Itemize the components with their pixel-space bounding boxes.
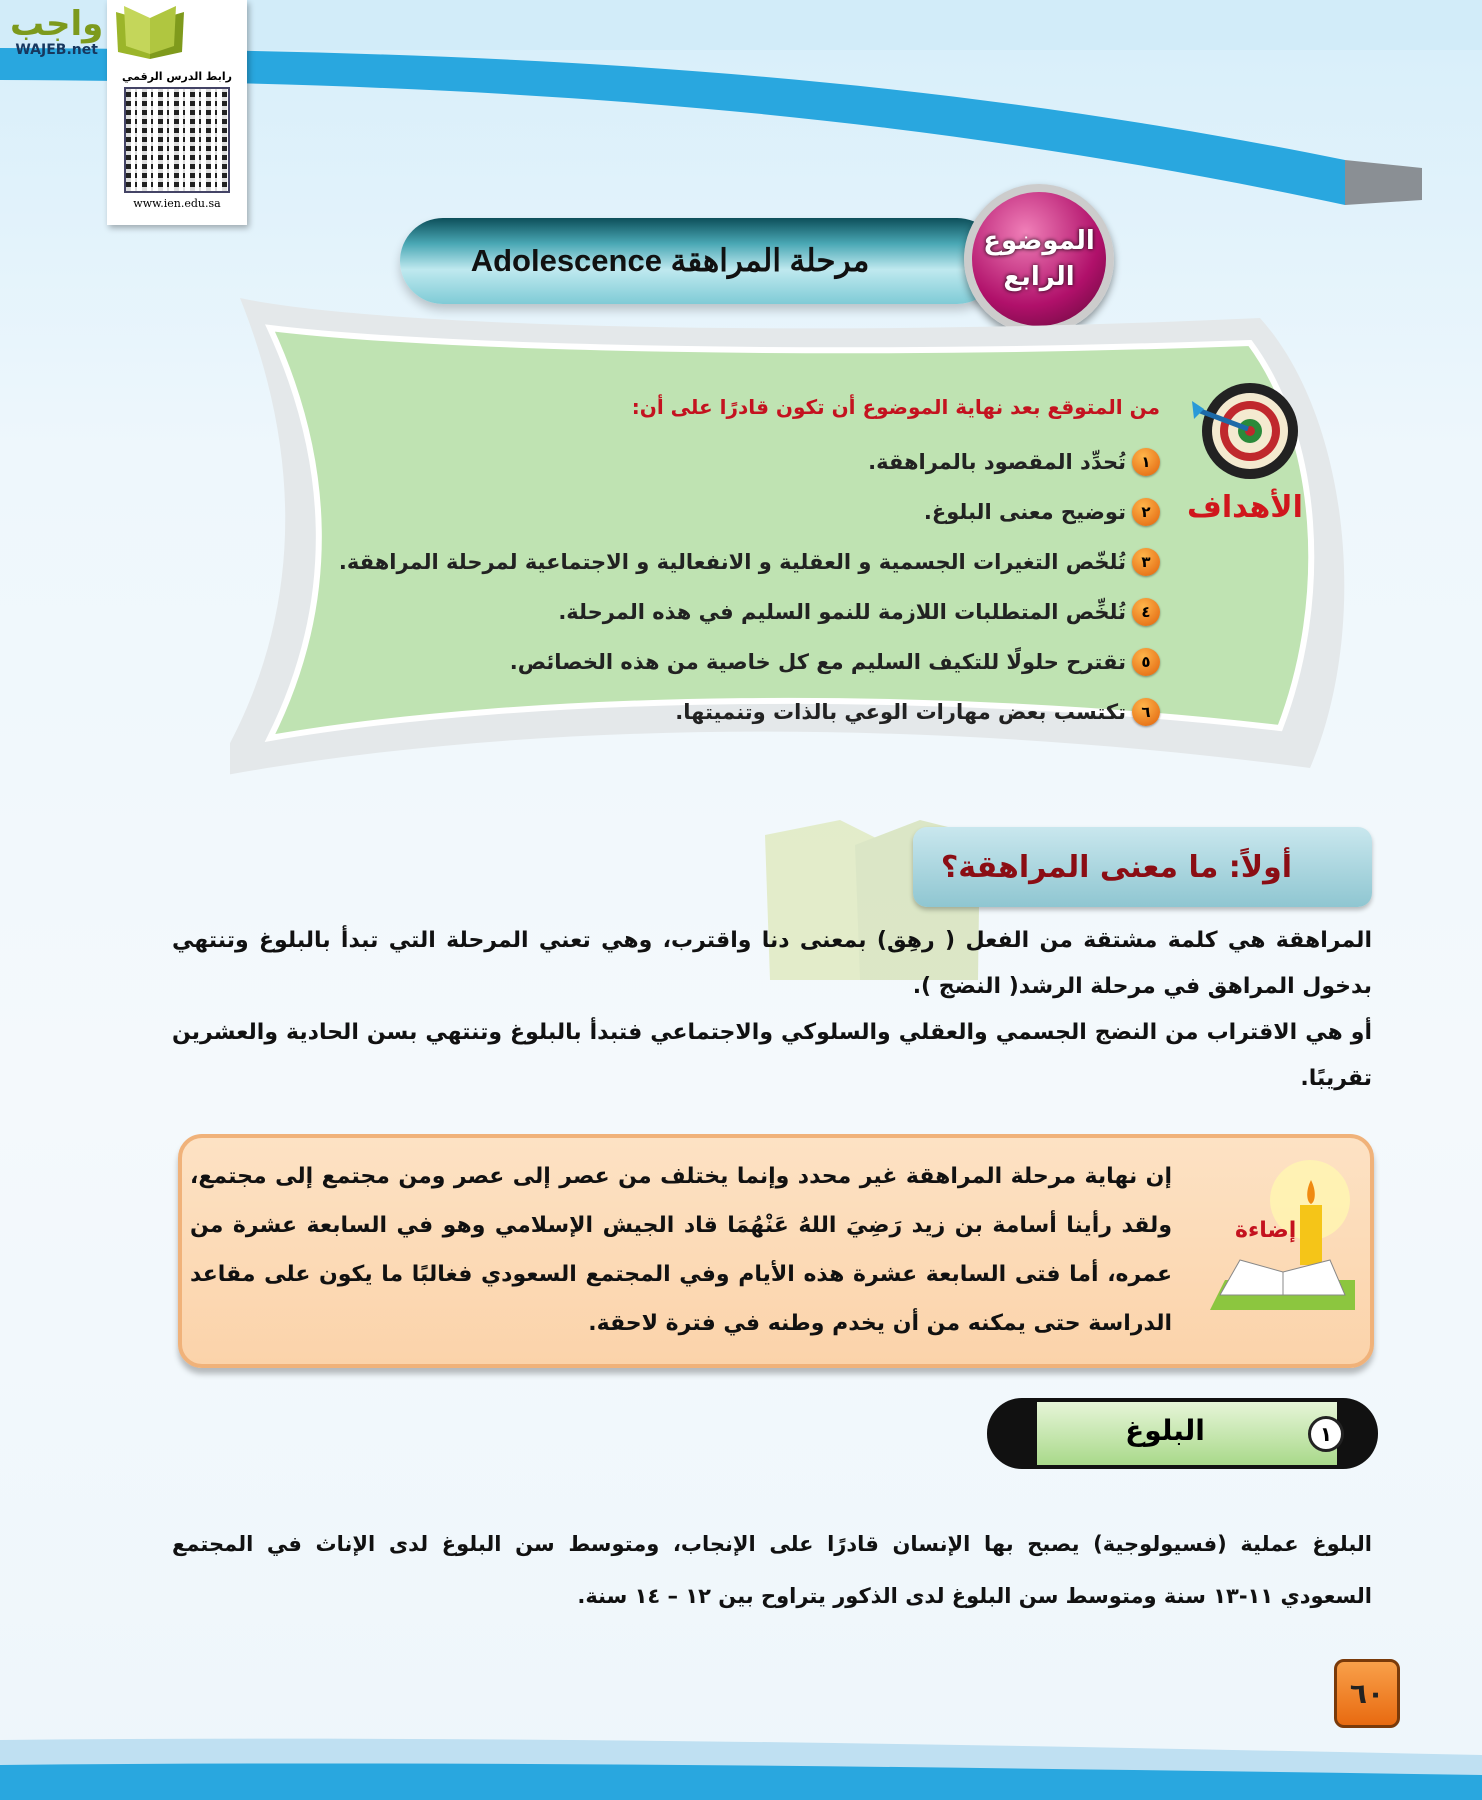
goal-number: ٣ [1132,548,1160,576]
qr-label: رابط الدرس الرقمي [122,70,232,83]
goal-item [300,687,1160,737]
logo-arabic: واجب [10,4,104,44]
goal-text: تُلخّص التغيرات الجسمية و العقلية و الانفعالية و الاجتماعية لمرحلة المراهقة. [338,550,1126,574]
highlight-label: إضاءة [1235,1218,1297,1243]
goal-item [300,437,1160,487]
subsection-title: البلوغ [1125,1414,1205,1447]
goal-item [300,537,1160,587]
goals-intro: من المتوقع بعد نهاية الموضوع أن تكون قادرًا على أن: [631,395,1160,419]
definition-paragraph-2: أو هي الاقتراب من النضج الجسمي والعقلي والسلوكي والاجتماعي فتبدأ بالبلوغ وتنتهي بسن الحادية والعشرين تقريبًا. [172,1020,1372,1091]
intro-text [172,918,1372,1102]
goal-text: توضيح معنى البلوغ. [923,500,1126,524]
wajeb-logo [10,6,103,58]
goal-number: ٦ [1132,698,1160,726]
book-logo-icon [110,4,190,64]
goal-item [300,637,1160,687]
dartboard-target-icon [1190,379,1298,483]
section-heading [913,827,1372,907]
page-number: ٦٠ [1334,1659,1400,1728]
goal-number: ٢ [1132,498,1160,526]
goal-item [300,587,1160,637]
qr-url[interactable]: www.ien.edu.sa [133,197,221,210]
goals-label: الأهداف [1187,490,1303,525]
goal-text: تقترح حلولًا للتكيف السليم مع كل خاصية من هذه الخصائص. [509,650,1126,674]
bottom-decorative-band [0,1730,1482,1800]
goals-list [300,395,1160,737]
qr-code[interactable] [124,87,230,193]
goal-number: ١ [1132,448,1160,476]
definition-paragraph-1: المراهقة هي كلمة مشتقة من الفعل ( رهِق) بمعنى دنا واقترب، وهي تعني المرحلة التي تبدأ بالبلوغ وتنتهي بدخول المراهق في مرحلة الرشد( النضج ). [172,928,1372,999]
goal-item [300,487,1160,537]
subsection-number: ١ [1308,1416,1344,1452]
badge-line1: الموضوع [983,226,1095,256]
highlight-text: إن نهاية مرحلة المراهقة غير محدد وإنما يختلف من عصر إلى عصر ومن مجتمع إلى مجتمع، ولقد رأينا أسامة بن زيد رَضِيَ اللهُ عَنْهُمَا قاد الجيش الإسلامي وهو في السابعة عشرة من عمره، أما فتى السابعة عشرة هذه الأيام وفي المجتمع السعودي فغالبًا ما يكون على مقاعد الدراسة حتى يمكنه من أن يخدم وطنه في فترة لاحقة. [190,1164,1172,1336]
section-title: أولاً: ما معنى المراهقة؟ [940,849,1292,885]
goal-number: ٤ [1132,598,1160,626]
logo-english: WAJEB.net [15,42,98,58]
badge-line2: الرابع [1003,262,1075,292]
goal-text: تكتسب بعض مهارات الوعي بالذات وتنميتها. [675,700,1126,724]
puberty-paragraph: البلوغ عملية (فسيولوجية) يصبح بها الإنسان قادرًا على الإنجاب، ومتوسط سن البلوغ لدى الإناث في المجتمع السعودي ١١-١٣ سنة ومتوسط سن البلوغ لدى الذكور يتراوح بين ١٢ – ١٤ سنة. [172,1532,1372,1608]
goal-text: تُحدِّد المقصود بالمراهقة. [868,450,1126,474]
goal-text: تُلخِّص المتطلبات اللازمة للنمو السليم في هذه المرحلة. [558,600,1126,624]
topic-title: مرحلة المراهقة Adolescence [470,243,870,278]
topic-title-bar [400,218,1000,304]
goal-number: ٥ [1132,648,1160,676]
